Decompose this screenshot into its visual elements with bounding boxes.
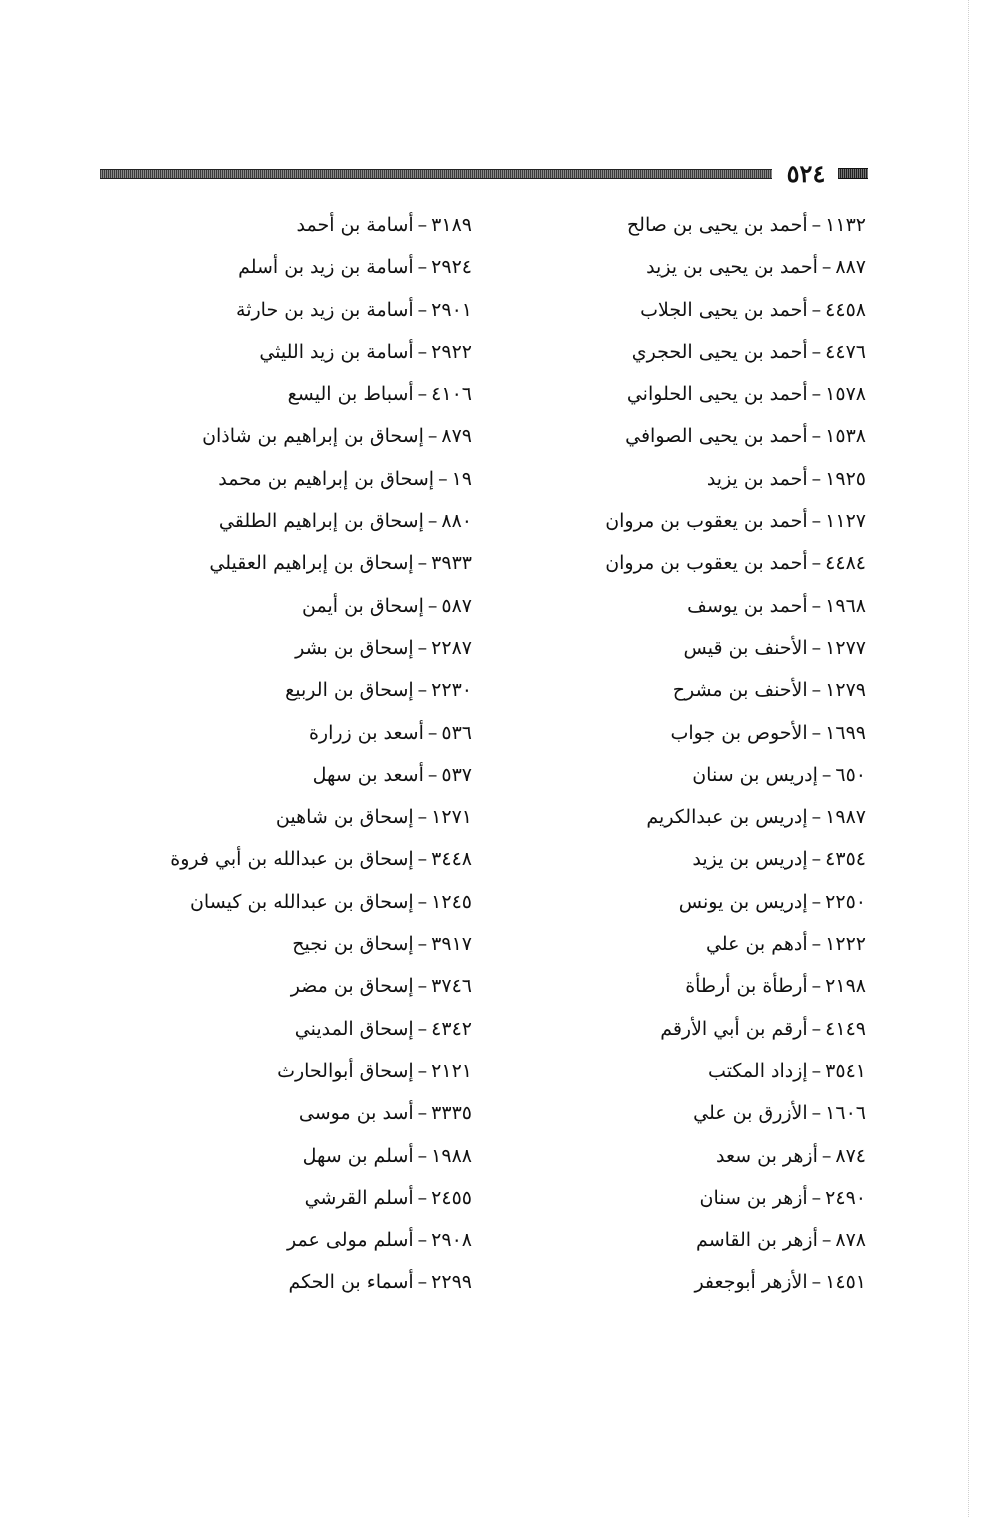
entry-separator: – <box>417 1144 428 1167</box>
entry-name: أسماء بن الحكم <box>288 1271 414 1294</box>
entry-number: ٢١٢١ <box>431 1059 472 1082</box>
entry-name: إزداد المكتب <box>708 1059 808 1082</box>
index-entry <box>560 415 866 457</box>
entry-number: ١٥٧٨ <box>825 383 866 406</box>
entry-name: إسحاق بن إبراهيم العقيلي <box>209 552 414 575</box>
entry-separator: – <box>417 1059 428 1082</box>
entry-separator: – <box>811 425 822 448</box>
index-entry <box>560 712 866 754</box>
entry-separator: – <box>821 1229 832 1252</box>
entry-separator: – <box>811 510 822 533</box>
entry-number: ٦٥٠ <box>835 763 866 786</box>
index-entry <box>150 754 472 796</box>
entry-name: أسد بن موسى <box>298 1102 414 1125</box>
entry-number: ٣٤٤٨ <box>431 848 472 871</box>
index-entry <box>150 458 472 500</box>
index-entry <box>560 1261 866 1303</box>
entry-number: ٨٨٧ <box>835 256 866 279</box>
index-entry <box>150 669 472 711</box>
index-entry <box>150 838 472 880</box>
entry-separator: – <box>811 975 822 998</box>
entry-name: إسحاق بن بشر <box>295 636 414 659</box>
entry-name: أسباط بن اليسع <box>287 383 414 406</box>
entry-name: أزهر بن القاسم <box>696 1229 818 1252</box>
entry-name: أرقم بن أبي الأرقم <box>660 1017 808 1040</box>
entry-name: إدريس بن عبدالكريم <box>646 806 808 829</box>
entry-name: إدريس بن سنان <box>692 763 818 786</box>
entry-separator: – <box>417 298 428 321</box>
index-entry <box>560 669 866 711</box>
entry-name: إسحاق بن شاهين <box>275 806 414 829</box>
entry-name: إسحاق بن إبراهيم بن محمد <box>218 467 435 490</box>
index-entry <box>560 796 866 838</box>
index-entry <box>150 881 472 923</box>
entry-name: إسحاق بن عبدالله بن كيسان <box>189 890 414 913</box>
entry-number: ٤٤٨٤ <box>825 552 866 575</box>
entry-number: ٣٣٣٥ <box>431 1102 472 1125</box>
entry-separator: – <box>417 256 428 279</box>
entry-number: ٤١٤٩ <box>825 1017 866 1040</box>
entry-name: الأحنف بن قيس <box>683 636 808 659</box>
entry-name: إسحاق بن نجيح <box>292 933 414 956</box>
entry-name: أحمد بن يحيى الجلاب <box>640 298 808 321</box>
entry-separator: – <box>427 721 438 744</box>
index-entry <box>150 627 472 669</box>
entry-number: ٢٩٠١ <box>431 298 472 321</box>
entry-name: إدريس بن يونس <box>678 890 808 913</box>
entry-name: أسعد بن سهل <box>312 763 424 786</box>
entry-name: إسحاق بن مضر <box>290 975 414 998</box>
entry-name: أسلم القرشي <box>304 1186 414 1209</box>
page-number: ٥٢٤ <box>786 159 826 188</box>
entry-number: ٢٩٠٨ <box>431 1229 472 1252</box>
entry-name: أسلم مولى عمر <box>287 1229 414 1252</box>
entry-number: ١٢٧٩ <box>825 679 866 702</box>
entry-name: أسعد بن زرارة <box>308 721 424 744</box>
entry-name: أحمد بن يزيد <box>706 467 808 490</box>
entry-separator: – <box>811 214 822 236</box>
entry-separator: – <box>821 256 832 279</box>
index-entry <box>560 627 866 669</box>
index-entry <box>150 1261 472 1303</box>
entry-separator: – <box>417 1017 428 1040</box>
entry-number: ١٢٧١ <box>431 806 472 829</box>
index-entry <box>560 458 866 500</box>
entry-number: ١٩٨٨ <box>431 1144 472 1167</box>
index-entry <box>560 1219 866 1261</box>
entry-name: أحمد بن يحيى الحجري <box>631 340 808 363</box>
entry-name: الأزهر أبوجعفر <box>694 1271 808 1294</box>
index-entry <box>150 1135 472 1177</box>
entry-separator: – <box>417 383 428 406</box>
index-entry <box>560 1050 866 1092</box>
index-entry <box>560 1177 866 1219</box>
index-entry <box>150 1008 472 1050</box>
entry-separator: – <box>417 679 428 702</box>
entry-number: ٣٥٤١ <box>825 1059 866 1082</box>
entry-name: أحمد بن يحيى الحلواني <box>626 383 808 406</box>
entry-separator: – <box>811 806 822 829</box>
entry-name: إدريس بن يزيد <box>692 848 808 871</box>
entry-number: ٥٣٧ <box>441 763 472 786</box>
entry-number: ٥٣٦ <box>441 721 472 744</box>
entry-number: ٢٢٥٠ <box>825 890 866 913</box>
entry-name: إسحاق بن عبدالله بن أبي فروة <box>170 848 414 871</box>
entry-separator: – <box>811 298 822 321</box>
index-entry <box>560 923 866 965</box>
entry-separator: – <box>811 679 822 702</box>
entry-separator: – <box>821 763 832 786</box>
entry-separator: – <box>427 510 438 533</box>
index-entry <box>150 712 472 754</box>
entry-name: أحمد بن يحيى بن صالح <box>626 214 808 236</box>
entry-number: ٨٧٩ <box>441 425 472 448</box>
entry-name: أزهر بن سعد <box>716 1144 818 1167</box>
index-entry <box>150 965 472 1007</box>
entry-number: ٢٩٢٢ <box>431 340 472 363</box>
entry-number: ٣١٨٩ <box>431 214 472 236</box>
index-entry <box>560 754 866 796</box>
entry-number: ٣٩١٧ <box>431 933 472 956</box>
entry-name: أسامة بن زيد بن حارثة <box>236 298 414 321</box>
entry-name: الأحنف بن مشرح <box>672 679 808 702</box>
entry-separator: – <box>417 636 428 659</box>
entry-name: إسحاق بن إبراهيم بن شاذان <box>202 425 424 448</box>
entry-name: أسلم بن سهل <box>302 1144 414 1167</box>
index-entry <box>150 204 472 246</box>
entry-name: أدهم بن علي <box>705 933 808 956</box>
entry-number: ١١٢٧ <box>825 510 866 533</box>
entry-separator: – <box>427 594 438 617</box>
index-entry <box>560 204 866 246</box>
entry-separator: – <box>811 721 822 744</box>
index-column-left <box>150 204 472 1304</box>
index-entry <box>150 585 472 627</box>
entry-number: ١٢٤٥ <box>431 890 472 913</box>
entry-number: ٢٤٩٠ <box>825 1186 866 1209</box>
entry-number: ٢٩٢٤ <box>431 256 472 279</box>
entry-separator: – <box>811 1186 822 1209</box>
index-entry <box>560 1008 866 1050</box>
entry-separator: – <box>811 340 822 363</box>
page-header <box>100 160 868 188</box>
entry-separator: – <box>427 425 438 448</box>
entry-name: أحمد بن يعقوب بن مروان <box>605 510 808 533</box>
header-rule <box>100 169 772 179</box>
margin-line <box>968 0 969 1517</box>
index-entry <box>150 289 472 331</box>
entry-name: إسحاق بن إبراهيم الطلقي <box>218 510 424 533</box>
entry-separator: – <box>417 806 428 829</box>
entry-separator: – <box>811 933 822 956</box>
entry-separator: – <box>417 1102 428 1125</box>
entry-number: ٨٨٠ <box>441 510 472 533</box>
entry-separator: – <box>811 552 822 575</box>
entry-separator: – <box>417 848 428 871</box>
entry-number: ٢٢٩٩ <box>431 1271 472 1294</box>
index-entry <box>150 923 472 965</box>
entry-name: أسامة بن زيد الليثي <box>259 340 414 363</box>
entry-name: إسحاق بن الربيع <box>285 679 414 702</box>
entry-name: أسامة بن زيد بن أسلم <box>238 256 414 279</box>
entry-number: ٢٢٣٠ <box>431 679 472 702</box>
entry-number: ١٦٩٩ <box>825 721 866 744</box>
entry-separator: – <box>417 214 428 236</box>
index-entry <box>150 500 472 542</box>
entry-number: ١٥٣٨ <box>825 425 866 448</box>
entry-number: ٢٤٥٥ <box>431 1186 472 1209</box>
entry-name: الأحوص بن جواب <box>670 721 808 744</box>
entry-separator: – <box>811 383 822 406</box>
entry-separator: – <box>811 890 822 913</box>
entry-name: أحمد بن يوسف <box>687 594 808 617</box>
index-entry <box>560 246 866 288</box>
entry-name: أحمد بن يعقوب بن مروان <box>605 552 808 575</box>
entry-separator: – <box>811 467 822 490</box>
index-entry <box>560 500 866 542</box>
index-entry <box>560 838 866 880</box>
entry-separator: – <box>811 594 822 617</box>
entry-separator: – <box>417 552 428 575</box>
entry-number: ٨٧٤ <box>835 1144 866 1167</box>
entry-separator: – <box>811 848 822 871</box>
entry-separator: – <box>821 1144 832 1167</box>
entry-number: ٤٤٧٦ <box>825 340 866 363</box>
entry-separator: – <box>438 467 448 490</box>
entry-number: ٢١٩٨ <box>825 975 866 998</box>
entry-number: ١٢٧٧ <box>825 636 866 659</box>
entry-name: أرطأة بن أرطأة <box>685 975 808 998</box>
entry-number: ١٢٢٢ <box>825 933 866 956</box>
entry-number: ٨٧٨ <box>835 1229 866 1252</box>
entry-separator: – <box>811 1017 822 1040</box>
index-entry <box>150 246 472 288</box>
header-rule-short <box>838 168 868 179</box>
entry-separator: – <box>417 1229 428 1252</box>
entry-separator: – <box>417 975 428 998</box>
entry-number: ١٩٢٥ <box>825 467 866 490</box>
entry-number: ١٩ <box>451 467 472 490</box>
entry-name: أحمد بن يحيى بن يزيد <box>646 256 818 279</box>
index-entry <box>150 542 472 584</box>
entry-number: ١٩٦٨ <box>825 594 866 617</box>
entry-number: ١٩٨٧ <box>825 806 866 829</box>
entry-name: الأزرق بن علي <box>693 1102 808 1125</box>
entry-separator: – <box>811 1059 822 1082</box>
index-entry <box>560 1092 866 1134</box>
entry-separator: – <box>811 1102 822 1125</box>
entry-number: ٣٩٣٣ <box>431 552 472 575</box>
entry-number: ٤٣٤٢ <box>431 1017 472 1040</box>
index-entry <box>150 415 472 457</box>
index-entry <box>560 331 866 373</box>
entry-name: أزهر بن سنان <box>699 1186 808 1209</box>
entry-number: ١٤٥١ <box>825 1271 866 1294</box>
entry-number: ٤٤٥٨ <box>825 298 866 321</box>
index-entry <box>150 1092 472 1134</box>
entry-number: ٣٧٤٦ <box>431 975 472 998</box>
index-entry <box>560 1135 866 1177</box>
entry-number: ١٦٠٦ <box>825 1102 866 1125</box>
index-entry <box>150 1050 472 1092</box>
index-column-right <box>560 204 866 1304</box>
entry-number: ٥٨٧ <box>441 594 472 617</box>
index-entry <box>560 585 866 627</box>
entry-name: إسحاق أبوالحارث <box>277 1059 414 1082</box>
index-entry <box>560 373 866 415</box>
index-entry <box>150 331 472 373</box>
entry-name: أحمد بن يحيى الصوافي <box>625 425 808 448</box>
entry-separator: – <box>417 933 428 956</box>
index-entry <box>150 1177 472 1219</box>
entry-separator: – <box>427 763 438 786</box>
index-entry <box>560 965 866 1007</box>
entry-separator: – <box>811 1271 822 1294</box>
index-entry <box>150 373 472 415</box>
entry-name: إسحاق المديني <box>294 1017 414 1040</box>
entry-number: ٢٢٨٧ <box>431 636 472 659</box>
entry-separator: – <box>417 1271 428 1294</box>
entry-separator: – <box>417 890 428 913</box>
entry-separator: – <box>417 1186 428 1209</box>
index-entry <box>560 289 866 331</box>
entry-name: أسامة بن أحمد <box>296 214 414 236</box>
entry-separator: – <box>811 636 822 659</box>
index-entry <box>560 542 866 584</box>
entry-number: ٤١٠٦ <box>431 383 472 406</box>
index-entry <box>560 881 866 923</box>
entry-separator: – <box>417 340 428 363</box>
index-entry <box>150 796 472 838</box>
index-entry <box>150 1219 472 1261</box>
entry-number: ١١٣٢ <box>825 214 866 236</box>
entry-number: ٤٣٥٤ <box>825 848 866 871</box>
entry-name: إسحاق بن أيمن <box>302 594 424 617</box>
